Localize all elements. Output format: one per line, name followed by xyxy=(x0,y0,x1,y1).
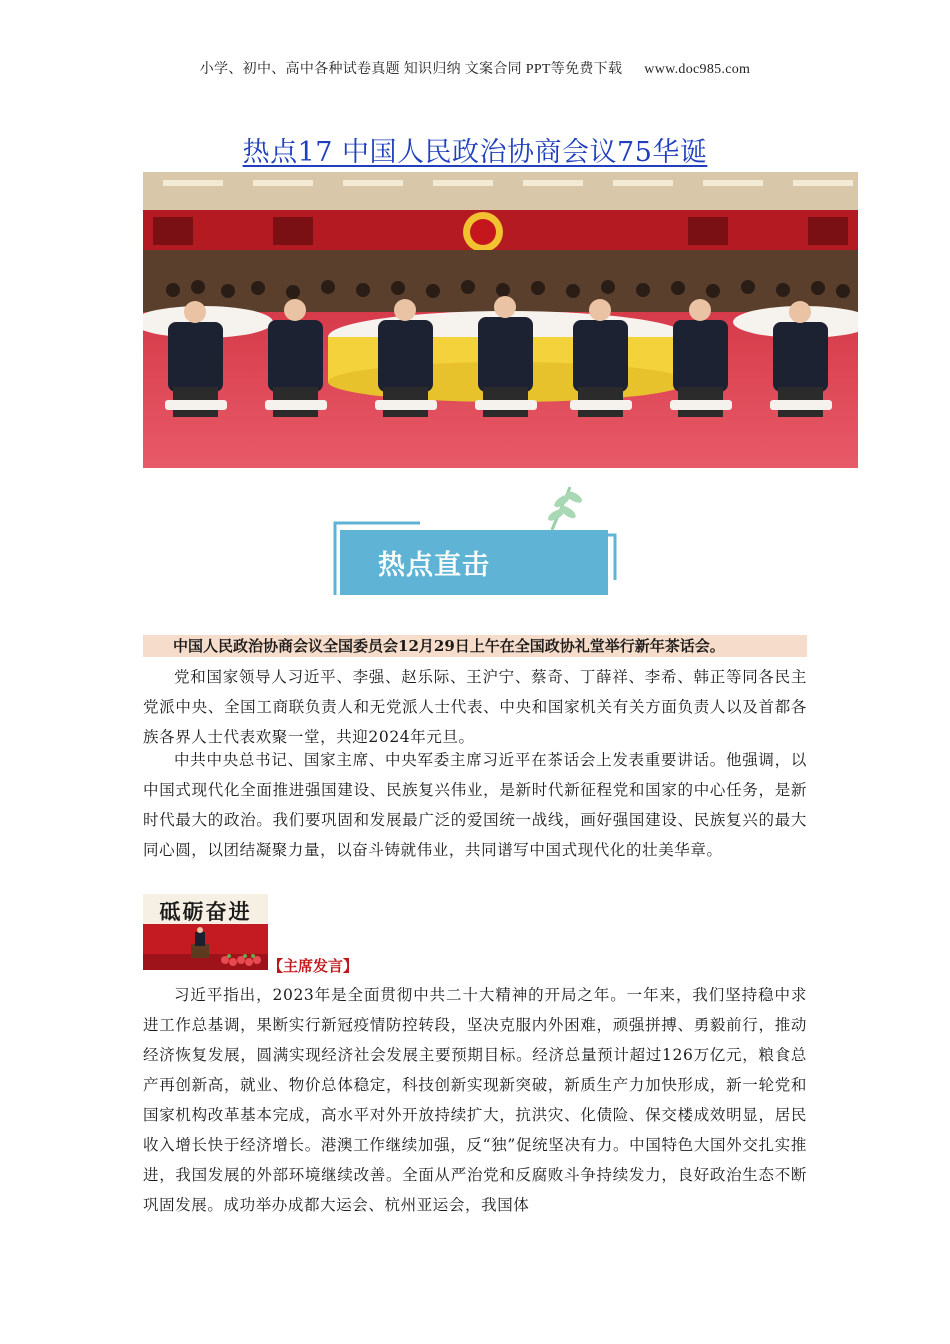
section-label: 【主席发言】 xyxy=(268,957,359,975)
paragraph-3: 习近平指出，2023年是全面贯彻中共二十大精神的开局之年。一年来，我们坚持稳中求进工作总基调，果断实行新冠疫情防控转段，坚决克服内外困难，顽强拼搏、勇毅前行，推动经济恢复发展，圆满实现经济社会发展主要预期目标。经济总量预计超过126万亿元，粮食总产再创新高，就业、物价总体稳定，科技创新实现新突破，新质生产力加快形成，新一轮党和国家机构改革基本完成，高水平对外开放持续扩大，抗洪灾、化债险、保交楼成效明显，居民收入增长快于经济增长。港澳工作继续加强，反“独”促统坚决有力。中国特色大国外交扎实推进，我国发展的外部环境继续改善。全面从严治党和反腐败斗争持续发力，良好政治生态不断巩固发展。成功举办成都大运会、杭州亚运会，我国体 xyxy=(143,986,807,1214)
page-title: 热点17 中国人民政治协商会议75华诞 xyxy=(242,137,708,168)
paragraph-1: 党和国家领导人习近平、李强、赵乐际、王沪宁、蔡奇、丁薛祥、李希、韩正等同各民主党派中央、全国工商联负责人和无党派人士代表、中央和国家机关有关方面负责人以及首都各族各界人士代表欢聚一堂，共迎2024年元旦。 xyxy=(143,668,807,746)
speech-thumbnail xyxy=(143,894,268,970)
page-header xyxy=(0,58,950,78)
header-text: 小学、初中、高中各种试卷真题 知识归纳 文案合同 PPT等免费下载 xyxy=(199,62,623,77)
paragraph-2: 中共中央总书记、国家主席、中央军委主席习近平在茶话会上发表重要讲话。他强调，以中国式现代化全面推进强国建设、民族复兴伟业，是新时代新征程党和国家的中心任务，是新时代最大的政治。我们要巩固和发展最广泛的爱国统一战线，画好强国建设、民族复兴的最大同心圆，以团结凝聚力量，以奋斗铸就伟业，共同谱写中国式现代化的壮美华章。 xyxy=(143,751,807,859)
highlight-sentence: 中国人民政治协商会议全国委员会12月29日上午在全国政协礼堂举行新年茶话会。 xyxy=(143,635,807,657)
leaf-sprig-icon xyxy=(546,487,584,530)
thumbnail-title: 砥砺奋进 xyxy=(159,899,252,924)
header-url[interactable]: www.doc985.com xyxy=(644,62,751,77)
tea-party-photo xyxy=(143,172,858,468)
hot-topic-badge xyxy=(330,485,620,600)
badge-label: 热点直击 xyxy=(378,550,490,581)
